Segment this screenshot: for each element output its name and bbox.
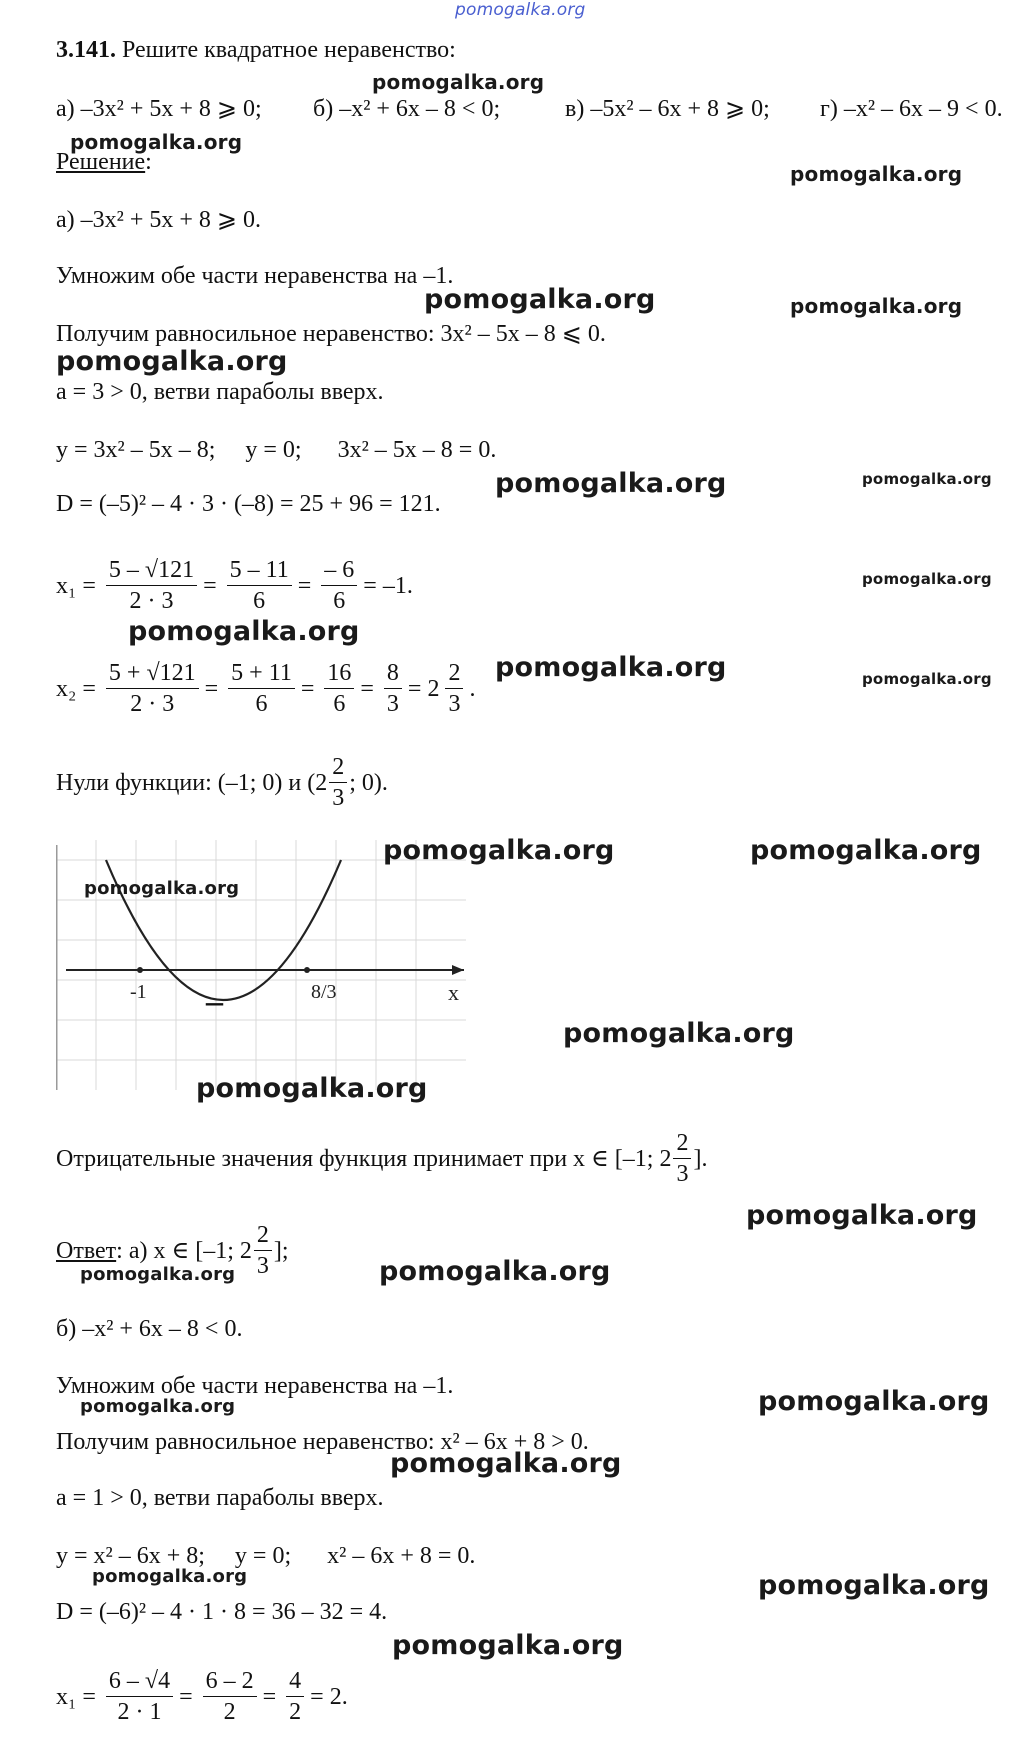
watermark: pomogalka.org — [862, 570, 992, 588]
watermark: pomogalka.org — [92, 1566, 248, 1587]
watermark: pomogalka.org — [862, 470, 992, 488]
watermark: pomogalka.org — [790, 294, 963, 318]
negative-prefix: Отрицательные значения функция принимает при x ∈ [–1; 2 — [56, 1145, 672, 1172]
fraction: $\frac{2}{3}$ — [329, 752, 347, 813]
watermark: pomogalka.org — [80, 1264, 236, 1285]
label-83: 8/3 — [311, 981, 337, 1003]
watermark: pomogalka.org — [750, 835, 982, 866]
fraction: $\frac{2}{3}$ — [445, 658, 463, 719]
whole-part: = 2 — [407, 675, 440, 702]
watermark: pomogalka.org — [758, 1386, 990, 1417]
equals-sign: = — [262, 1683, 277, 1710]
watermark: pomogalka.org — [84, 878, 240, 899]
part-a-multiply: Умножим обе части неравенства на –1. — [56, 263, 454, 289]
watermark: pomogalka.org — [495, 652, 727, 683]
watermark: pomogalka.org — [390, 1448, 622, 1479]
watermark: pomogalka.org — [746, 1200, 978, 1231]
fraction: $\frac{4}{2}$ — [286, 1666, 304, 1727]
part-a-x2 — [56, 658, 481, 719]
fraction: $\frac{5 - √121}{2 \cdot 3}$ — [106, 555, 197, 616]
watermark: pomogalka.org — [128, 616, 360, 647]
part-b-function-line: y = x² – 6x + 8; y = 0; x² – 6x + 8 = 0. — [56, 1543, 476, 1569]
fraction: $\frac{16}{6}$ — [324, 658, 354, 719]
x-axis-arrow — [452, 965, 464, 975]
fraction: $\frac{8}{3}$ — [384, 658, 402, 719]
equals-sign: = — [297, 572, 312, 599]
problem-number: 3.141. — [56, 37, 116, 63]
label-minus1: -1 — [130, 981, 147, 1003]
part-a-negative-values — [56, 1128, 713, 1189]
part-b-title: б) –x² + 6x – 8 < 0. — [56, 1316, 243, 1342]
answer-label: Ответ — [56, 1237, 117, 1264]
zeros-prefix: Нули функции: (–1; 0) и (2 — [56, 769, 328, 796]
fraction: $\frac{5 + √121}{2 \cdot 3}$ — [106, 658, 199, 719]
watermark: pomogalka.org — [563, 1018, 795, 1049]
watermark: pomogalka.org — [379, 1256, 611, 1287]
watermark: pomogalka.org — [495, 468, 727, 499]
label-x: x — [448, 980, 459, 1005]
part-a-branches: a = 3 > 0, ветви параболы вверх. — [56, 379, 384, 405]
fraction: $\frac{5 + 11}{6}$ — [228, 658, 295, 719]
problem-part-a: а) –3x² + 5x + 8 ⩾ 0; — [56, 96, 262, 122]
watermark: pomogalka.org — [790, 162, 963, 186]
fraction: $\frac{6 - 2}{2}$ — [203, 1666, 257, 1727]
watermark: pomogalka.org — [383, 835, 615, 866]
problem-part-v: в) –5x² – 6x + 8 ⩾ 0; — [565, 96, 770, 122]
equals-sign: = — [179, 1683, 193, 1710]
watermark: pomogalka.org — [758, 1570, 990, 1601]
watermark: pomogalka.org — [392, 1630, 624, 1661]
part-b-discriminant: D = (–6)² – 4 · 1 · 8 = 36 – 32 = 4. — [56, 1599, 388, 1625]
answer-prefix: : а) x ∈ [–1; 2 — [116, 1237, 252, 1264]
x1-label: x₁ = — [56, 1683, 96, 1710]
equals-sign: = — [203, 572, 217, 599]
problem-statement: Решите квадратное неравенство: — [122, 37, 456, 63]
x2-label: x₂ = — [56, 675, 96, 702]
problem-part-b: б) –x² + 6x – 8 < 0; — [313, 96, 501, 122]
part-a-discriminant: D = (–5)² – 4 · 3 · (–8) = 25 + 96 = 121. — [56, 491, 441, 517]
period: . — [469, 675, 476, 702]
zero-point-minus1 — [137, 967, 143, 973]
zero-point-83 — [304, 967, 310, 973]
negative-suffix: ]. — [693, 1145, 708, 1172]
result: = –1. — [363, 572, 413, 599]
answer-suffix: ]; — [273, 1237, 289, 1264]
part-a-function-line: y = 3x² – 5x – 8; y = 0; 3x² – 5x – 8 = 0. — [56, 437, 497, 463]
x1-label: x₁ = — [56, 572, 96, 599]
watermark-top: pomogalka.org — [455, 0, 586, 20]
watermark: pomogalka.org — [56, 346, 288, 377]
part-a-title: а) –3x² + 5x + 8 ⩾ 0. — [56, 207, 262, 233]
zeros-suffix: ; 0). — [349, 769, 388, 796]
part-b-equivalent: Получим равносильное неравенство: x² – 6x + 8 > 0. — [56, 1429, 589, 1455]
watermark: pomogalka.org — [70, 130, 243, 154]
watermark: pomogalka.org — [862, 670, 992, 688]
fraction: $\frac{2}{3}$ — [254, 1220, 272, 1281]
watermark: pomogalka.org — [424, 284, 656, 315]
part-b-branches: a = 1 > 0, ветви параболы вверх. — [56, 1485, 384, 1511]
problem-part-g: г) –x² – 6x – 9 < 0. — [820, 96, 1003, 122]
solution-heading: Решение: — [56, 149, 152, 175]
part-a-x1 — [56, 555, 419, 616]
fraction: $\frac{6 - √4}{2 \cdot 1}$ — [106, 1666, 173, 1727]
watermark: pomogalka.org — [372, 70, 545, 94]
equals-sign: = — [204, 675, 219, 702]
equals-sign: = — [360, 675, 374, 702]
fraction: $\frac{- 6}{6}$ — [321, 555, 357, 616]
part-b-multiply: Умножим обе части неравенства на –1. — [56, 1373, 454, 1399]
part-a-zeros — [56, 752, 394, 813]
fraction: $\frac{2}{3}$ — [673, 1128, 691, 1189]
fraction: $\frac{5 - 11}{6}$ — [227, 555, 292, 616]
problem-header — [56, 36, 456, 64]
watermark: pomogalka.org — [80, 1396, 236, 1417]
watermark: pomogalka.org — [196, 1073, 428, 1104]
negative-sign: – — [206, 983, 223, 1020]
part-a-equivalent: Получим равносильное неравенство: 3x² – 5x – 8 ⩽ 0. — [56, 321, 606, 347]
part-b-x1 — [56, 1666, 354, 1727]
equals-sign: = — [300, 675, 315, 702]
result: = 2. — [310, 1683, 348, 1710]
